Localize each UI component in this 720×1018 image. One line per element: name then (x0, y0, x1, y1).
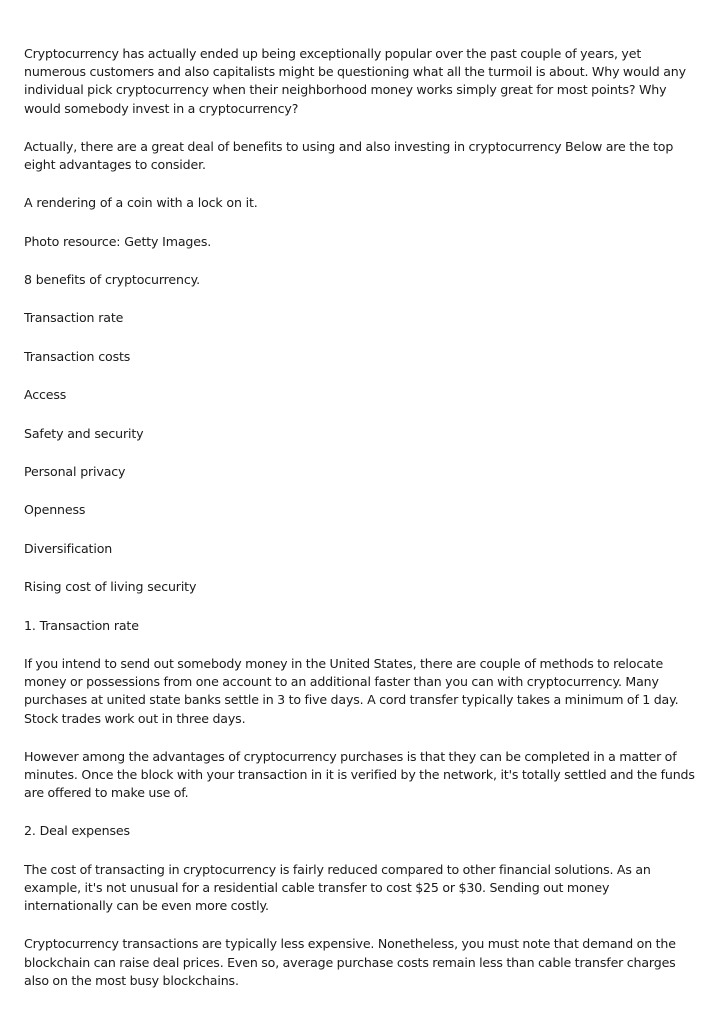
list-item: Transaction rate (24, 310, 124, 326)
section-2-paragraph-2: Cryptocurrency transactions are typically less expensive. Nonetheless, you must note that demand on the blockchain can raise deal prices. Even so, average purchase costs remain less than cable transfer charges also on the most busy blockchains. (24, 936, 676, 988)
section-heading-2: 2. Deal expenses (24, 823, 130, 839)
section-1-paragraph-1: If you intend to send out somebody money in the United States, there are couple of methods to relocate money or possessions from one account to an additional faster than you can with cryptocurrency. Many purchases at united state banks settle in 3 to five days. A cord transfer typically takes a minimum of 1 day. Stock trades work out in three days. (24, 655, 679, 726)
list-item: Openness (24, 502, 86, 518)
section-2-paragraph-1: The cost of transacting in cryptocurrency is fairly reduced compared to other financial solutions. As an example, it's not unusual for a residential cable transfer to cost $25 or $30. Sending out money internationally can be even more costly. (24, 861, 651, 914)
section-heading-1: 1. Transaction rate (24, 617, 139, 633)
list-heading: 8 benefits of cryptocurrency. (24, 272, 200, 287)
intro-paragraph-2: Actually, there are a great deal of benefits to using and also investing in cryptocurrency Below are the top eight advantages to consider. (24, 138, 674, 173)
intro-paragraph-1: Cryptocurrency has actually ended up being exceptionally popular over the past couple of years, yet numerous customers and also capitalists might be questioning what all the turmoil is about. Why would any individual pick cryptocurrency when their neighborhood money works simply great for most points? Why would somebody invest in a cryptocurrency? (24, 46, 686, 116)
section-1-paragraph-2: However among the advantages of cryptocurrency purchases is that they can be completed in a matter of minutes. Once the block with your transaction in it is verified by the network, it's totally settled and the funds are offered to make use of. (24, 748, 695, 801)
list-item: Safety and security (24, 425, 144, 441)
list-item: Diversification (24, 540, 113, 556)
photo-credit: Photo resource: Getty Images. (24, 233, 212, 249)
image-caption: A rendering of a coin with a lock on it. (24, 195, 258, 211)
list-item: Transaction costs (24, 348, 131, 364)
list-item: Personal privacy (24, 463, 126, 479)
list-item: Rising cost of living security (24, 579, 197, 595)
list-item: Access (24, 387, 67, 403)
